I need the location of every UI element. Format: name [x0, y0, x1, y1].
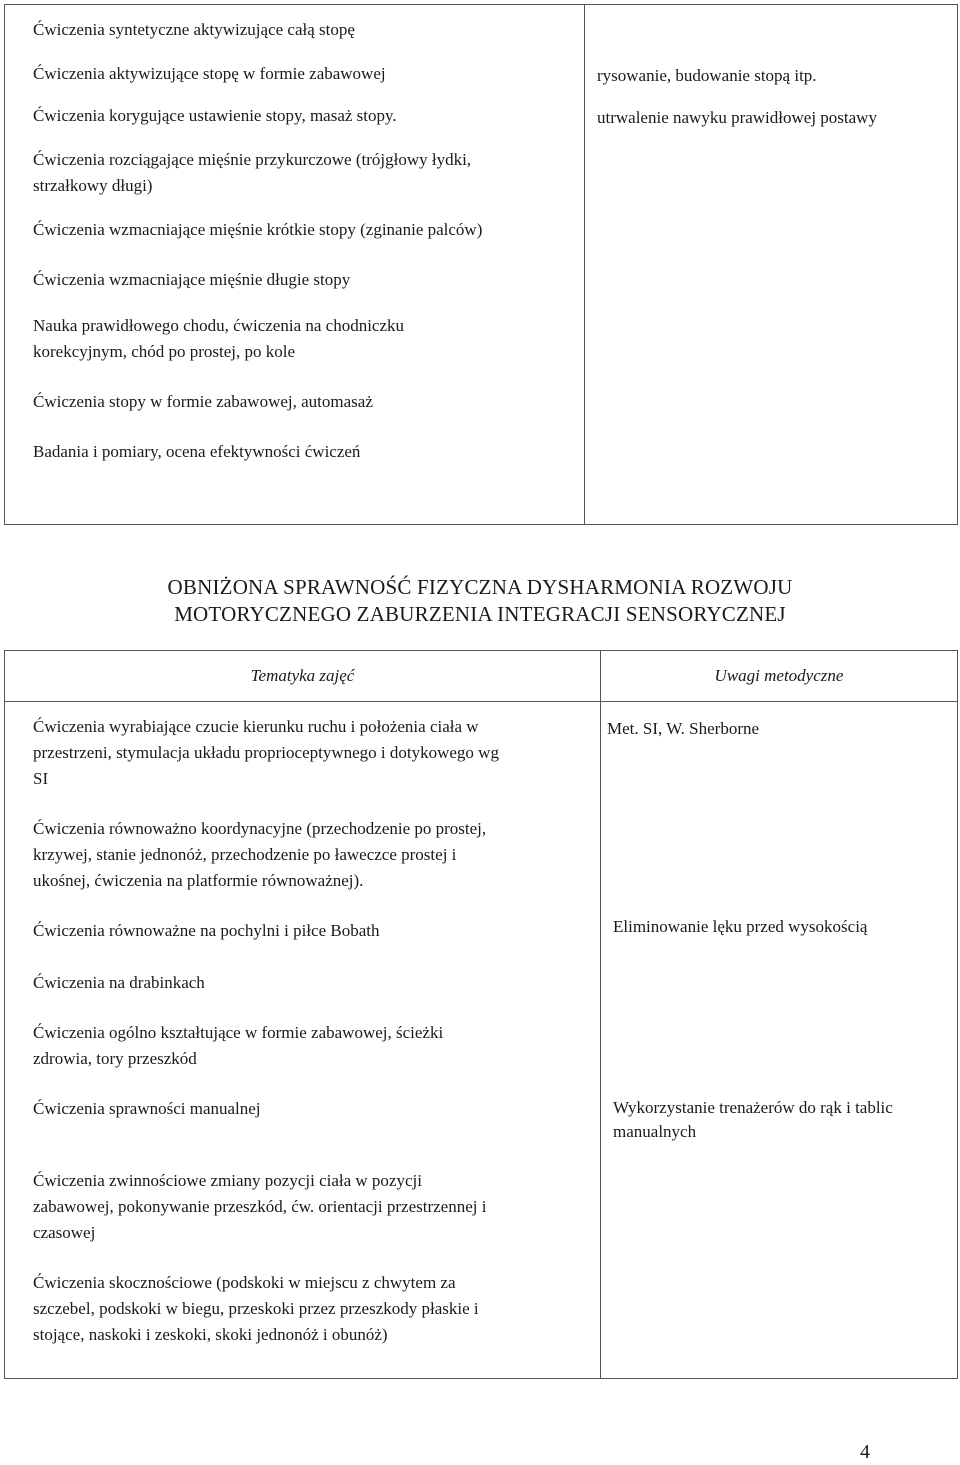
table2-right-cell: [601, 702, 958, 1379]
column-header-label: Tematyka zajęć: [250, 666, 355, 685]
list-item: Ćwiczenia rozciągające mięśnie przykurczowe (trójgłowy łydki,: [33, 150, 472, 169]
note-text: Eliminowanie lęku przed wysokością: [613, 917, 868, 936]
table-foot-exercises: [4, 4, 958, 525]
section-heading-line: MOTORYCZNEGO ZABURZENIA INTEGRACJI SENSORYCZNEJ: [174, 602, 786, 626]
list-item: Badania i pomiary, ocena efektywności ćwiczeń: [33, 442, 361, 461]
list-item: stojące, naskoki i zeskoki, skoki jednonóż i obunóż): [33, 1325, 388, 1344]
list-item: ukośnej, ćwiczenia na platformie równoważnej).: [33, 871, 364, 890]
list-item: Ćwiczenia korygujące ustawienie stopy, masaż stopy.: [33, 106, 397, 125]
list-item: Ćwiczenia syntetyczne aktywizujące całą stopę: [33, 20, 355, 39]
list-item: Nauka prawidłowego chodu, ćwiczenia na chodniczku: [33, 316, 405, 335]
column-header-topic: [5, 651, 601, 702]
list-item: przestrzeni, stymulacja układu proprioceptywnego i dotykowego wg: [33, 743, 499, 762]
table1-right-cell: [585, 5, 958, 525]
list-item: Ćwiczenia wyrabiające czucie kierunku ruchu i położenia ciała w: [33, 717, 479, 736]
list-item: Ćwiczenia wzmacniające mięśnie długie stopy: [33, 270, 351, 289]
note-text: manualnych: [613, 1122, 697, 1141]
list-item: Ćwiczenia aktywizujące stopę w formie zabawowej: [33, 64, 386, 83]
list-item: Ćwiczenia sprawności manualnej: [33, 1099, 261, 1118]
list-item: krzywej, stanie jednonóż, przechodzenie po ławeczce prostej i: [33, 845, 457, 864]
note-text: rysowanie, budowanie stopą itp.: [597, 66, 817, 85]
section-heading-line: OBNIŻONA SPRAWNOŚĆ FIZYCZNA DYSHARMONIA ROZWOJU: [167, 575, 793, 599]
list-item: szczebel, podskoki w biegu, przeskoki przez przeszkody płaskie i: [33, 1299, 479, 1318]
list-item: Ćwiczenia na drabinkach: [33, 973, 205, 992]
list-item: Ćwiczenia wzmacniające mięśnie krótkie stopy (zginanie palców): [33, 220, 483, 239]
table2-left-cell: [5, 702, 601, 1379]
list-item: Ćwiczenia stopy w formie zabawowej, automasaż: [33, 392, 373, 411]
note-text: Wykorzystanie trenażerów do rąk i tablic: [613, 1098, 893, 1117]
note-text: utrwalenie nawyku prawidłowej postawy: [597, 108, 877, 127]
list-item: czasowej: [33, 1223, 96, 1242]
list-item: Ćwiczenia równoważno koordynacyjne (przechodzenie po prostej,: [33, 819, 487, 838]
list-item: Ćwiczenia skocznościowe (podskoki w miejscu z chwytem za: [33, 1273, 456, 1292]
table1-left-cell: [5, 5, 585, 525]
list-item: korekcyjnym, chód po prostej, po kole: [33, 342, 296, 361]
page-number: 4: [860, 1441, 870, 1463]
section-heading: [0, 574, 960, 628]
list-item: Ćwiczenia równoważne na pochylni i piłce Bobath: [33, 921, 380, 940]
column-header-label: Uwagi metodyczne: [714, 666, 844, 685]
list-item: Ćwiczenia zwinnościowe zmiany pozycji ciała w pozycji: [33, 1171, 422, 1190]
list-item: zabawowej, pokonywanie przeszkód, ćw. orientacji przestrzennej i: [33, 1197, 487, 1216]
note-text: Met. SI, W. Sherborne: [607, 719, 760, 738]
column-header-notes: [601, 651, 958, 702]
list-item: SI: [33, 769, 49, 788]
list-item: strzałkowy długi): [33, 176, 153, 195]
table-motor-exercises: [4, 650, 958, 1379]
list-item: Ćwiczenia ogólno kształtujące w formie zabawowej, ścieżki: [33, 1023, 444, 1042]
list-item: zdrowia, tory przeszkód: [33, 1049, 197, 1068]
